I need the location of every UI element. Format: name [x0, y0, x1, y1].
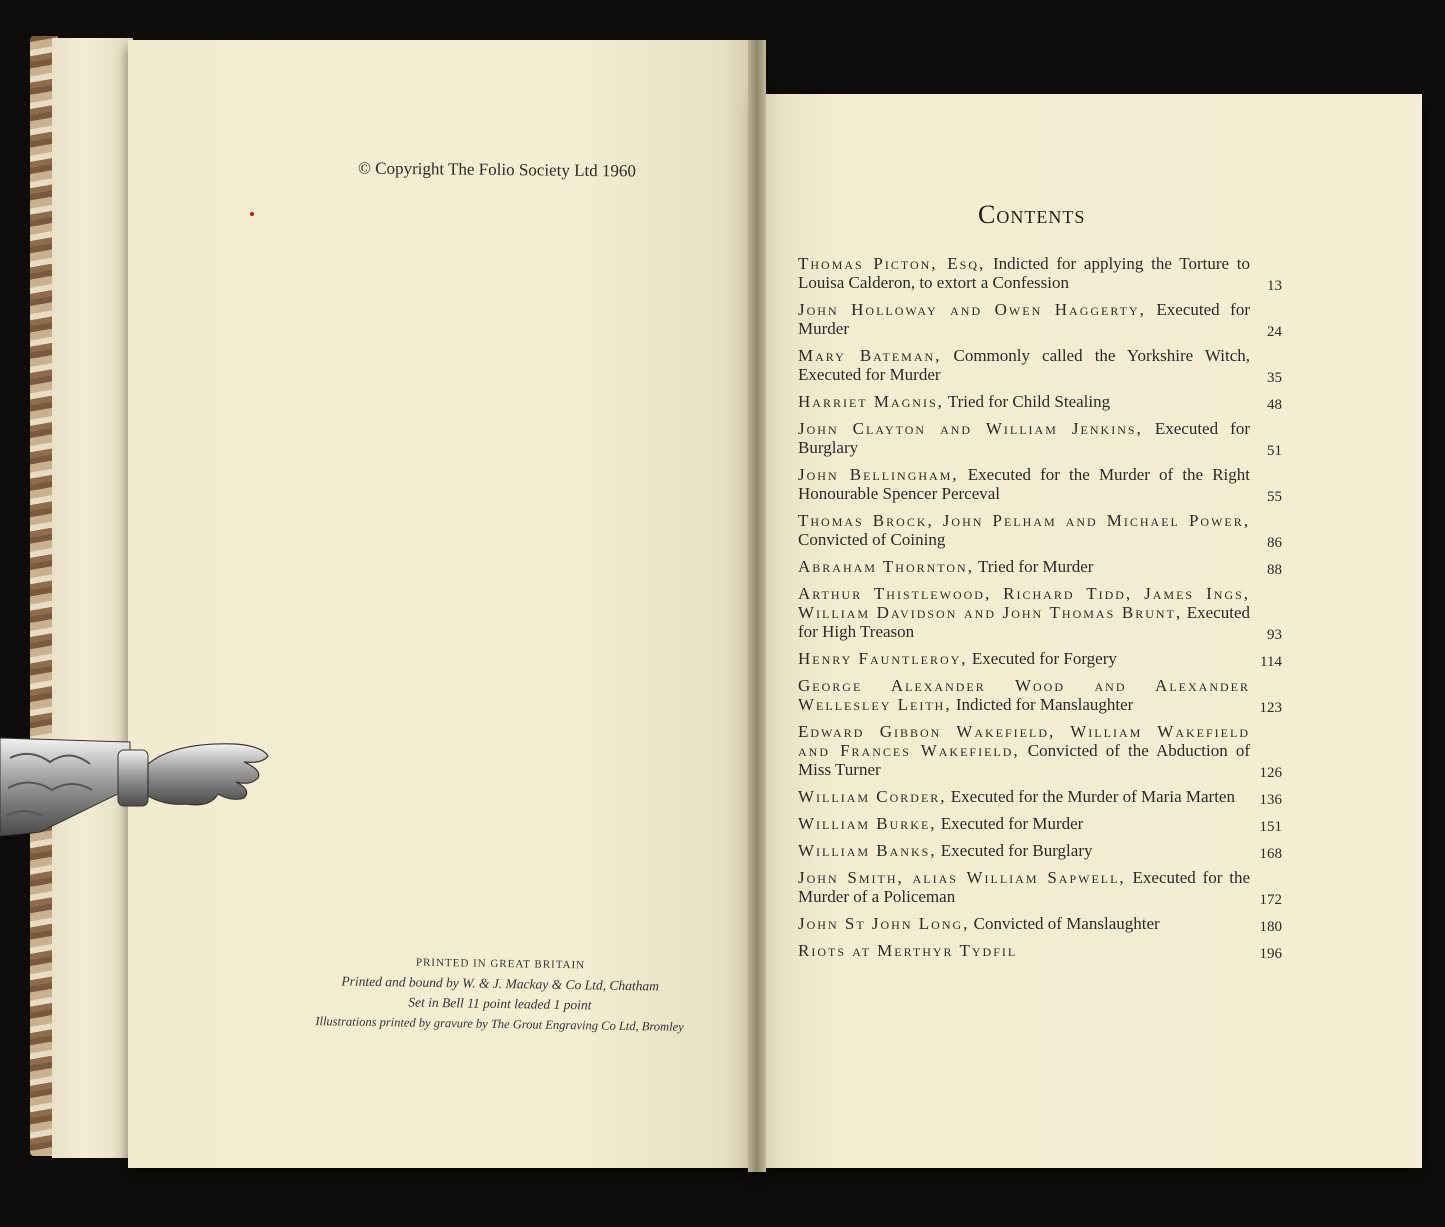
toc-entry-description: Tried for Murder [977, 557, 1094, 576]
toc-page-number: 86 [1267, 535, 1282, 551]
toc-entry-description: Executed for High Treason [798, 603, 1250, 641]
toc-entry [798, 914, 1288, 933]
toc-page-number: 151 [1259, 819, 1282, 835]
toc-entry-name: Thomas Brock, John Pelham and Michael Power, [798, 511, 1250, 530]
toc-entry-name: Riots at Merthyr Tydfil [798, 941, 1018, 960]
toc-entry-description: Convicted of Manslaughter [973, 914, 1160, 933]
toc-entry-name: John Holloway and Owen Haggerty, [798, 300, 1146, 319]
toc-entry [798, 868, 1288, 906]
toc-entry-name: William Banks, [798, 841, 937, 860]
toc-entry [798, 584, 1288, 641]
toc-entry-description: Executed for Burglary [798, 419, 1250, 457]
toc-page-number: 13 [1267, 278, 1282, 294]
toc-page-number: 196 [1259, 946, 1282, 962]
printer-colophon [279, 955, 720, 1038]
page-stack [52, 38, 133, 1158]
toc-entry [798, 722, 1288, 779]
copyright-line: © Copyright The Folio Society Ltd 1960 [357, 158, 637, 181]
toc-entry-description: Indicted for Manslaughter [955, 695, 1134, 714]
toc-entry-name: Thomas Picton, Esq, [798, 254, 986, 273]
toc-page-number: 136 [1259, 792, 1282, 808]
toc-entry-description: Commonly called the Yorkshire Witch, Executed for Murder [798, 346, 1251, 384]
toc-entry-name: John Bellingham, [798, 465, 959, 484]
toc-entry-description: Executed for Forgery [971, 649, 1117, 668]
toc-entry-description: Executed for the Murder of Maria Marten [950, 787, 1235, 806]
toc-entry [798, 254, 1288, 292]
toc-entry [798, 941, 1288, 960]
printer-line: Set in Bell 11 point leaded 1 point [408, 994, 592, 1013]
book-gutter [748, 40, 766, 1172]
toc-page-number: 114 [1260, 654, 1282, 670]
toc-entry-name: William Burke, [798, 814, 937, 833]
toc-entry [798, 814, 1288, 833]
toc-page-number: 35 [1267, 370, 1282, 386]
toc-page-number: 168 [1259, 846, 1282, 862]
toc-entry [798, 557, 1288, 576]
printer-line: Printed and bound by W. & J. Mackay & Co Ltd, Chatham [341, 973, 660, 994]
toc-page-number: 93 [1267, 627, 1282, 643]
printer-line: Illustrations printed by gravure by The Grout Engraving Co Ltd, Bromley [315, 1014, 684, 1034]
contents-heading: Contents [978, 200, 1086, 229]
toc-entry-description: Indicted for applying the Torture to Louisa Calderon, to extort a Confession [798, 254, 1250, 292]
toc-page-number: 55 [1267, 489, 1282, 505]
toc-entry-name: John Smith, alias William Sapwell, [798, 868, 1126, 887]
toc-entry-name: Henry Fauntleroy, [798, 649, 968, 668]
toc-entry-name: Abraham Thornton, [798, 557, 974, 576]
toc-entry-name: Harriet Magnis, [798, 392, 944, 411]
toc-entry-description: Convicted of Coining [798, 530, 946, 549]
toc-page-number: 24 [1267, 324, 1282, 340]
table-of-contents [798, 254, 1288, 968]
toc-entry-description: Tried for Child Stealing [947, 392, 1111, 411]
toc-entry [798, 392, 1288, 411]
silver-hand-bookmark [0, 728, 280, 840]
toc-entry-description: Executed for Burglary [940, 841, 1093, 860]
ink-mark [250, 212, 254, 216]
toc-entry [798, 676, 1288, 714]
printed-in-label: PRINTED IN GREAT BRITAIN [415, 956, 586, 972]
toc-entry [798, 649, 1288, 668]
toc-entry-description: Executed for the Murder of the Right Honourable Spencer Perceval [798, 465, 1250, 503]
toc-entry [798, 419, 1288, 457]
toc-entry-name: John St John Long, [798, 914, 970, 933]
toc-page-number: 172 [1259, 892, 1282, 908]
toc-entry [798, 300, 1288, 338]
toc-entry-name: John Clayton and William Jenkins, [798, 419, 1143, 438]
toc-entry [798, 511, 1288, 549]
toc-entry-name: Mary Bateman, [798, 346, 942, 365]
toc-entry-name: Arthur Thistlewood, Richard Tidd, James Ings, William Davidson and John Thomas Brunt, [798, 584, 1250, 622]
toc-entry-description: Convicted of the Abduction of Miss Turner [798, 741, 1250, 779]
toc-entry-name: Edward Gibbon Wakefield, William Wakefield and Frances Wakefield, [798, 722, 1250, 760]
toc-entry [798, 787, 1288, 806]
toc-entry [798, 465, 1288, 503]
toc-page-number: 51 [1267, 443, 1282, 459]
toc-page-number: 126 [1259, 765, 1282, 781]
toc-entry-description: Executed for the Murder of a Policeman [798, 868, 1250, 906]
toc-page-number: 180 [1259, 919, 1282, 935]
toc-entry-description: Executed for Murder [798, 300, 1251, 338]
toc-page-number: 123 [1259, 700, 1282, 716]
toc-entry [798, 841, 1288, 860]
toc-entry-name: George Alexander Wood and Alexander Wellesley Leith, [798, 676, 1250, 714]
toc-page-number: 88 [1267, 562, 1282, 578]
toc-entry-name: William Corder, [798, 787, 947, 806]
toc-entry [798, 346, 1288, 384]
toc-entry-description: Executed for Murder [940, 814, 1084, 833]
toc-page-number: 48 [1267, 397, 1282, 413]
